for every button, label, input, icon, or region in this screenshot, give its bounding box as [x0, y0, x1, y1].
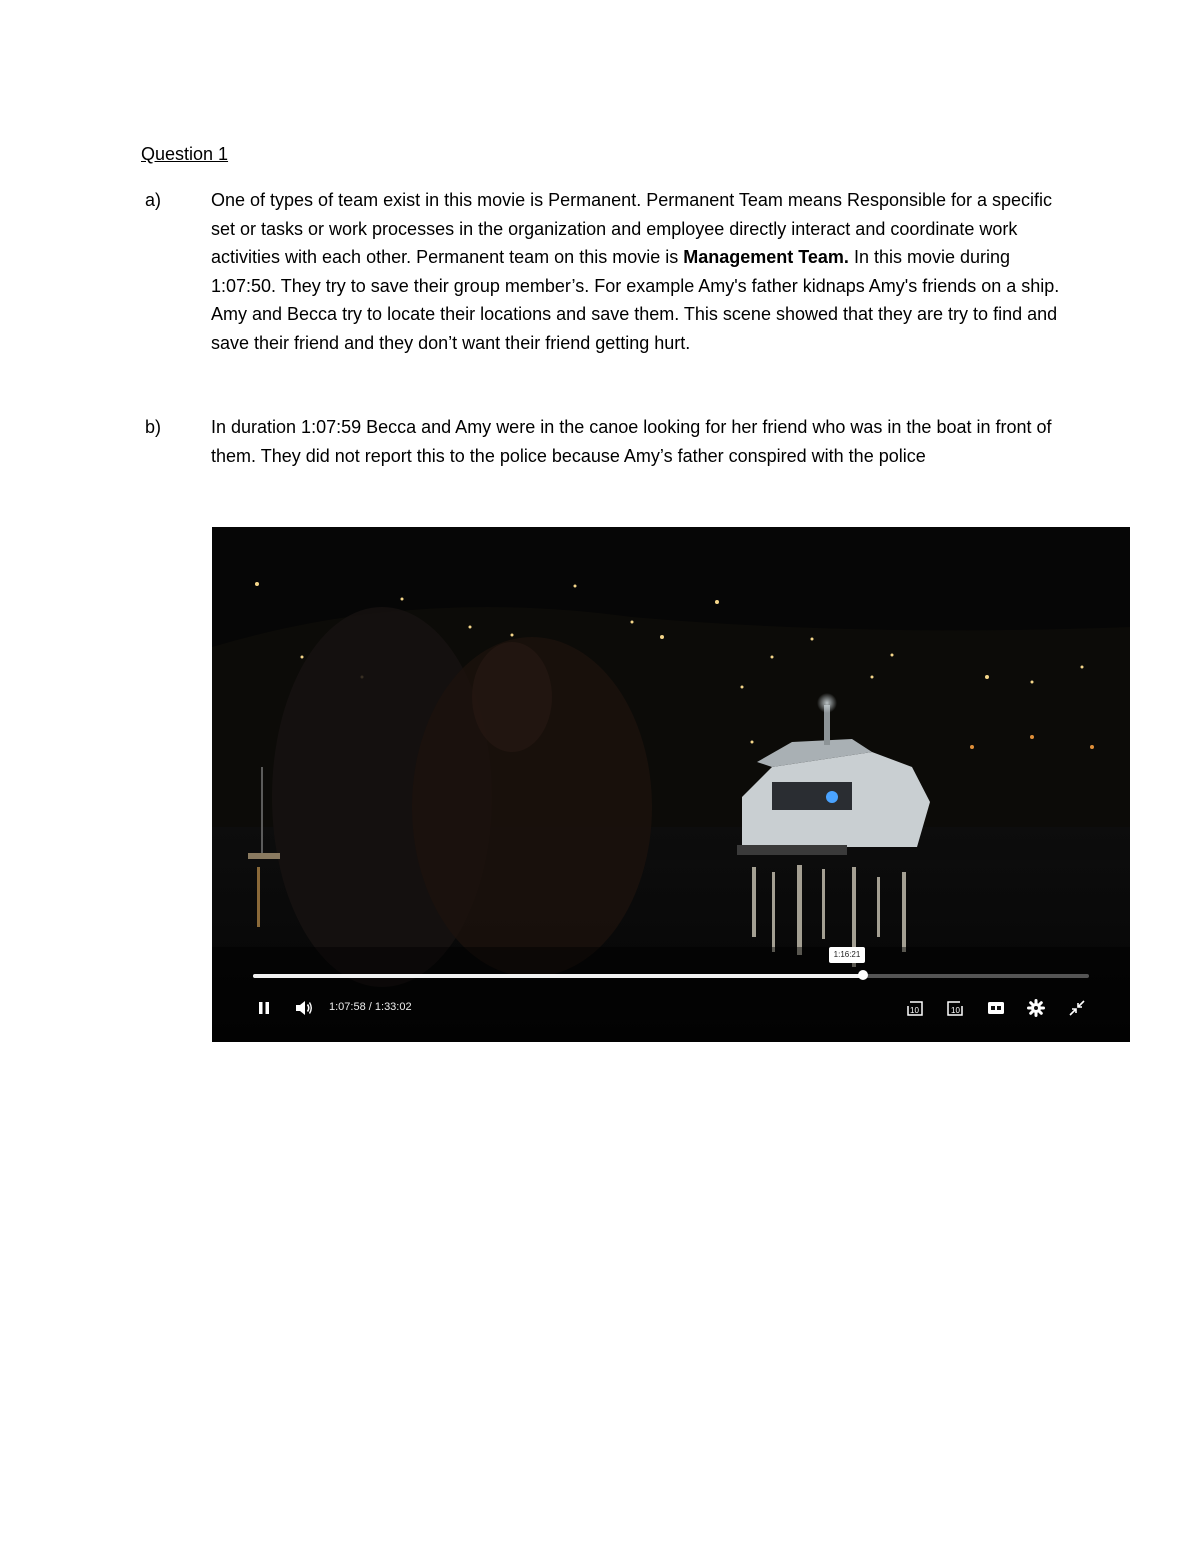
- answer-a-label: a): [145, 190, 162, 210]
- time-display: [329, 1001, 412, 1013]
- captions-icon: [987, 1001, 1005, 1015]
- exit-fullscreen-button[interactable]: [1066, 995, 1088, 1021]
- progress-scrubber[interactable]: [858, 970, 868, 980]
- answer-a-text: [211, 186, 1065, 357]
- pause-icon: [257, 1001, 271, 1015]
- forward-10-icon: [946, 999, 964, 1017]
- answer-a: [145, 186, 1065, 357]
- total-duration: 1:33:02: [374, 1001, 412, 1013]
- answer-a-text-part2: In this movie during 1:07:50. They try to save their group member’s. For example Amy's father kidnaps Amy's friends on a ship. Amy and Becca try to locate their locations and save them. This scene showed that they are try to find and save their friend and they don’t want their friend getting hurt.: [211, 247, 1060, 353]
- video-screenshot: [212, 527, 1130, 1042]
- svg-text:10: 10: [910, 1006, 919, 1015]
- player-controls: [212, 995, 1130, 1021]
- answer-b-text: In duration 1:07:59 Becca and Amy were in the canoe looking for her friend who was in the boat in front of them. They did not report this to the police because Amy’s father conspired with the police: [211, 417, 1052, 466]
- exit-fullscreen-icon: [1069, 1000, 1085, 1016]
- volume-icon: [295, 1000, 313, 1016]
- pause-button[interactable]: [252, 995, 276, 1021]
- settings-icon: [1027, 999, 1045, 1017]
- settings-button[interactable]: [1025, 995, 1047, 1021]
- volume-button[interactable]: [292, 995, 316, 1021]
- seek-preview-time: 1:16:21: [829, 947, 865, 963]
- question-heading: Question 1: [141, 144, 229, 164]
- progress-fill: [253, 974, 863, 978]
- answer-b-label: b): [145, 417, 162, 437]
- rewind-10-icon: [906, 999, 924, 1017]
- forward-10-button[interactable]: [944, 995, 966, 1021]
- time-separator: /: [368, 1001, 372, 1013]
- current-time: 1:07:58: [329, 1001, 366, 1013]
- answer-a-bold-term: Management Team.: [683, 247, 849, 267]
- svg-text:10: 10: [951, 1006, 960, 1015]
- rewind-10-button[interactable]: [904, 995, 926, 1021]
- captions-button[interactable]: [985, 995, 1007, 1021]
- answer-b: [145, 413, 1065, 470]
- night-harbor-scene: [212, 527, 1130, 1042]
- progress-bar[interactable]: [253, 974, 1089, 978]
- answer-a-text-part1: One of types of team exist in this movie is Permanent. Permanent Team means Responsible for a specific set or tasks or work processes in the organization and employee directly interact and coordinate work activities with each other. Permanent team on this movie is: [211, 190, 1053, 267]
